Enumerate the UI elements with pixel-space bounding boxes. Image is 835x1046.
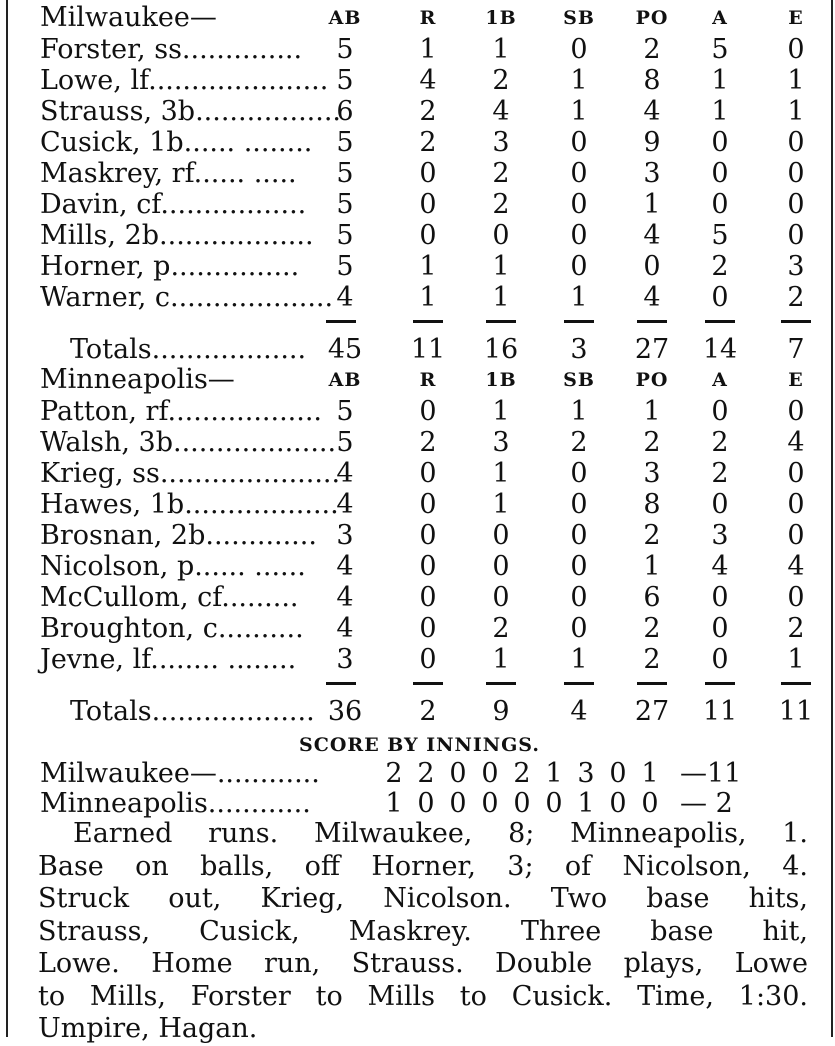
- player-name: Broughton, c..........: [40, 613, 304, 644]
- stat-e: 0: [787, 127, 805, 158]
- player-row: [8, 158, 831, 190]
- total-e: 11: [778, 696, 814, 727]
- col-po: PO: [635, 369, 669, 391]
- summary-line: Struck out, Krieg, Nicolson. Two base hits,: [38, 883, 808, 914]
- innings-row: [8, 758, 831, 790]
- col-r: R: [419, 369, 437, 391]
- player-name: Mills, 2b..................: [40, 220, 314, 251]
- stat-sb: 0: [570, 582, 588, 613]
- total-a: 11: [702, 696, 738, 727]
- team-name: Milwaukee—: [40, 2, 217, 33]
- stat-e: 2: [787, 282, 805, 313]
- summary-line: Lowe. Home run, Strauss. Double plays, Lowe: [38, 948, 808, 979]
- stat-po: 4: [643, 96, 661, 127]
- stat-sb: 0: [570, 458, 588, 489]
- stat-a: 2: [711, 251, 729, 282]
- stat-r: 1: [419, 282, 437, 313]
- stat-b1: 1: [492, 34, 510, 65]
- stat-b1: 2: [492, 613, 510, 644]
- col-ab: AB: [328, 7, 362, 29]
- stat-po: 2: [643, 644, 661, 675]
- stat-r: 0: [419, 396, 437, 427]
- col-r: R: [419, 7, 437, 29]
- stat-po: 1: [643, 396, 661, 427]
- stat-e: 0: [787, 34, 805, 65]
- inning-runs: 1: [385, 788, 403, 819]
- stat-sb: 0: [570, 158, 588, 189]
- player-name: Hawes, 1b..................: [40, 489, 339, 520]
- total-ab: 45: [327, 334, 363, 365]
- stat-r: 2: [419, 427, 437, 458]
- player-name: Strauss, 3b.................: [40, 96, 341, 127]
- stat-r: 4: [419, 65, 437, 96]
- box-score-clipping: [6, 0, 833, 1044]
- innings-total: —11: [680, 758, 742, 789]
- stat-e: 4: [787, 551, 805, 582]
- stat-a: 0: [711, 158, 729, 189]
- player-row: [8, 282, 831, 314]
- inning-runs: 0: [609, 788, 627, 819]
- stat-po: 0: [643, 251, 661, 282]
- player-name: McCullom, cf.........: [40, 582, 299, 613]
- total-1b: 16: [483, 334, 519, 365]
- stat-ab: 5: [336, 396, 354, 427]
- stat-ab: 6: [336, 96, 354, 127]
- inning-runs: 2: [385, 758, 403, 789]
- total-e: 7: [787, 334, 805, 365]
- summary-line: Umpire, Hagan.: [38, 1013, 258, 1044]
- player-row: [8, 458, 831, 490]
- innings-row: [8, 788, 831, 820]
- stat-ab: 5: [336, 220, 354, 251]
- stat-r: 0: [419, 158, 437, 189]
- total-ab: 36: [327, 696, 363, 727]
- stat-e: 0: [787, 582, 805, 613]
- stat-r: 0: [419, 582, 437, 613]
- stat-po: 3: [643, 158, 661, 189]
- stat-r: 2: [419, 96, 437, 127]
- stat-sb: 1: [570, 396, 588, 427]
- stat-e: 4: [787, 427, 805, 458]
- col-sb: SB: [563, 369, 595, 391]
- total-po: 27: [634, 696, 670, 727]
- stat-sb: 0: [570, 489, 588, 520]
- score-by-innings-title: SCORE BY INNINGS.: [299, 734, 540, 756]
- inning-runs: 3: [577, 758, 595, 789]
- stat-sb: 1: [570, 644, 588, 675]
- player-name: Maskrey, rf...... .....: [40, 158, 297, 189]
- stat-sb: 0: [570, 520, 588, 551]
- stat-r: 0: [419, 644, 437, 675]
- player-row: [8, 65, 831, 97]
- stat-b1: 0: [492, 582, 510, 613]
- stat-a: 1: [711, 65, 729, 96]
- stat-ab: 5: [336, 427, 354, 458]
- stat-sb: 0: [570, 251, 588, 282]
- stat-po: 4: [643, 282, 661, 313]
- totals-rule: [8, 682, 831, 688]
- player-row: [8, 34, 831, 66]
- summary-line: Earned runs. Milwaukee, 8; Minneapolis, 1.: [73, 818, 808, 849]
- stat-b1: 0: [492, 220, 510, 251]
- stat-e: 0: [787, 220, 805, 251]
- stat-a: 1: [711, 96, 729, 127]
- col-po: PO: [635, 7, 669, 29]
- stat-a: 0: [711, 282, 729, 313]
- stat-a: 2: [711, 458, 729, 489]
- stat-a: 0: [711, 127, 729, 158]
- minneapolis-header-row: [8, 364, 831, 396]
- col-a: A: [712, 7, 728, 29]
- stat-sb: 0: [570, 34, 588, 65]
- player-row: [8, 127, 831, 159]
- player-row: [8, 189, 831, 221]
- inning-runs: 1: [577, 788, 595, 819]
- col-1b: 1B: [485, 7, 517, 29]
- player-name: Horner, p...............: [40, 251, 300, 282]
- stat-b1: 1: [492, 489, 510, 520]
- stat-sb: 0: [570, 127, 588, 158]
- stat-r: 0: [419, 189, 437, 220]
- stat-a: 0: [711, 644, 729, 675]
- minneapolis-totals-row: [8, 696, 831, 728]
- inning-runs: 0: [481, 758, 499, 789]
- inning-runs: 0: [513, 788, 531, 819]
- stat-ab: 4: [336, 458, 354, 489]
- stat-ab: 5: [336, 189, 354, 220]
- stat-b1: 0: [492, 520, 510, 551]
- inning-runs: 1: [641, 758, 659, 789]
- stat-po: 2: [643, 34, 661, 65]
- stat-sb: 0: [570, 613, 588, 644]
- stat-po: 6: [643, 582, 661, 613]
- stat-ab: 3: [336, 520, 354, 551]
- milwaukee-header-row: [8, 2, 831, 34]
- stat-r: 0: [419, 551, 437, 582]
- stat-po: 2: [643, 520, 661, 551]
- stat-r: 1: [419, 251, 437, 282]
- stat-r: 0: [419, 489, 437, 520]
- stat-r: 0: [419, 220, 437, 251]
- stat-a: 0: [711, 582, 729, 613]
- stat-ab: 4: [336, 582, 354, 613]
- stat-ab: 5: [336, 127, 354, 158]
- total-sb: 3: [570, 334, 588, 365]
- stat-e: 0: [787, 489, 805, 520]
- col-a: A: [712, 369, 728, 391]
- stat-a: 3: [711, 520, 729, 551]
- stat-po: 4: [643, 220, 661, 251]
- player-name: Cusick, 1b...... ........: [40, 127, 313, 158]
- innings-total: — 2: [680, 788, 733, 819]
- summary-line: to Mills, Forster to Mills to Cusick. Time, 1:30.: [38, 980, 808, 1012]
- total-r: 11: [410, 334, 446, 365]
- stat-e: 0: [787, 458, 805, 489]
- player-row: [8, 644, 831, 676]
- player-row: [8, 96, 831, 128]
- stat-e: 1: [787, 96, 805, 127]
- inning-runs: 0: [481, 788, 499, 819]
- inning-runs: 2: [417, 758, 435, 789]
- stat-e: 0: [787, 158, 805, 189]
- stat-e: 0: [787, 189, 805, 220]
- player-name: Walsh, 3b...................: [40, 427, 337, 458]
- stat-b1: 3: [492, 127, 510, 158]
- totals-label: Totals...................: [70, 696, 315, 727]
- stat-po: 2: [643, 427, 661, 458]
- col-sb: SB: [563, 7, 595, 29]
- summary-line: Strauss, Cusick, Maskrey. Three base hit,: [38, 915, 808, 947]
- stat-sb: 1: [570, 65, 588, 96]
- player-row: [8, 551, 831, 583]
- player-name: Davin, cf.................: [40, 189, 307, 220]
- stat-b1: 1: [492, 458, 510, 489]
- total-po: 27: [634, 334, 670, 365]
- inning-runs: 0: [417, 788, 435, 819]
- stat-sb: 0: [570, 220, 588, 251]
- stat-ab: 4: [336, 551, 354, 582]
- stat-e: 3: [787, 251, 805, 282]
- col-e: E: [788, 7, 804, 29]
- stat-po: 8: [643, 65, 661, 96]
- stat-b1: 2: [492, 65, 510, 96]
- col-ab: AB: [328, 369, 362, 391]
- game-summary: [38, 818, 808, 1046]
- inning-runs: 0: [449, 758, 467, 789]
- stat-ab: 5: [336, 65, 354, 96]
- stat-a: 0: [711, 489, 729, 520]
- stat-r: 1: [419, 34, 437, 65]
- player-name: Patton, rf..................: [40, 396, 322, 427]
- stat-b1: 2: [492, 158, 510, 189]
- player-row: [8, 427, 831, 459]
- stat-sb: 2: [570, 427, 588, 458]
- stat-b1: 0: [492, 551, 510, 582]
- stat-ab: 5: [336, 158, 354, 189]
- stat-r: 0: [419, 520, 437, 551]
- stat-r: 2: [419, 127, 437, 158]
- stat-b1: 1: [492, 251, 510, 282]
- stat-e: 1: [787, 644, 805, 675]
- player-row: [8, 582, 831, 614]
- total-a: 14: [702, 334, 738, 365]
- stat-a: 0: [711, 189, 729, 220]
- inning-runs: 2: [513, 758, 531, 789]
- total-1b: 9: [492, 696, 510, 727]
- stat-sb: 1: [570, 282, 588, 313]
- stat-po: 3: [643, 458, 661, 489]
- stat-sb: 0: [570, 551, 588, 582]
- stat-sb: 0: [570, 189, 588, 220]
- player-name: Nicolson, p...... ......: [40, 551, 306, 582]
- stat-e: 0: [787, 520, 805, 551]
- stat-ab: 5: [336, 34, 354, 65]
- stat-e: 2: [787, 613, 805, 644]
- stat-b1: 1: [492, 396, 510, 427]
- stat-b1: 1: [492, 644, 510, 675]
- inning-runs: 0: [449, 788, 467, 819]
- player-row: [8, 220, 831, 252]
- player-row: [8, 489, 831, 521]
- player-name: Forster, ss..............: [40, 34, 303, 65]
- inning-runs: 0: [641, 788, 659, 819]
- stat-ab: 5: [336, 251, 354, 282]
- stat-po: 8: [643, 489, 661, 520]
- stat-ab: 4: [336, 489, 354, 520]
- stat-sb: 1: [570, 96, 588, 127]
- total-sb: 4: [570, 696, 588, 727]
- player-row: [8, 396, 831, 428]
- col-1b: 1B: [485, 369, 517, 391]
- col-e: E: [788, 369, 804, 391]
- total-r: 2: [419, 696, 437, 727]
- stat-a: 4: [711, 551, 729, 582]
- stat-a: 5: [711, 34, 729, 65]
- player-name: Jevne, lf........ ........: [40, 644, 297, 675]
- stat-b1: 1: [492, 282, 510, 313]
- stat-po: 1: [643, 189, 661, 220]
- stat-a: 2: [711, 427, 729, 458]
- stat-po: 2: [643, 613, 661, 644]
- milwaukee-totals-row: [8, 334, 831, 366]
- totals-rule: [8, 320, 831, 326]
- innings-team: Milwaukee—............: [40, 758, 320, 789]
- stat-r: 0: [419, 458, 437, 489]
- stat-a: 5: [711, 220, 729, 251]
- player-row: [8, 251, 831, 283]
- stat-po: 9: [643, 127, 661, 158]
- stat-b1: 3: [492, 427, 510, 458]
- team-name: Minneapolis—: [40, 364, 235, 395]
- innings-team: Minneapolis............: [40, 788, 311, 819]
- inning-runs: 0: [545, 788, 563, 819]
- totals-label: Totals..................: [70, 334, 307, 365]
- player-name: Warner, c...................: [40, 282, 334, 313]
- stat-a: 0: [711, 613, 729, 644]
- stat-ab: 4: [336, 613, 354, 644]
- stat-b1: 2: [492, 189, 510, 220]
- player-name: Lowe, lf.....................: [40, 65, 329, 96]
- player-row: [8, 613, 831, 645]
- stat-e: 1: [787, 65, 805, 96]
- stat-r: 0: [419, 613, 437, 644]
- summary-line: Base on balls, off Horner, 3; of Nicolson, 4.: [38, 850, 808, 882]
- stat-b1: 4: [492, 96, 510, 127]
- stat-e: 0: [787, 396, 805, 427]
- player-name: Krieg, ss.....................: [40, 458, 341, 489]
- stat-po: 1: [643, 551, 661, 582]
- stat-a: 0: [711, 396, 729, 427]
- stat-ab: 3: [336, 644, 354, 675]
- player-name: Brosnan, 2b.............: [40, 520, 317, 551]
- stat-ab: 4: [336, 282, 354, 313]
- inning-runs: 1: [545, 758, 563, 789]
- player-row: [8, 520, 831, 552]
- inning-runs: 0: [609, 758, 627, 789]
